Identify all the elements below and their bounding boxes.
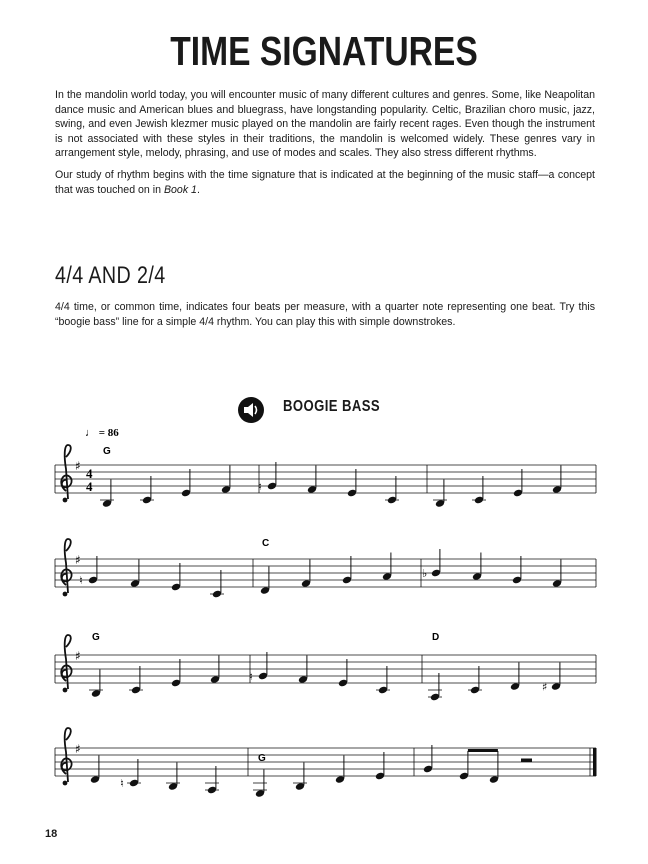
key-signature-sharp: ♯ <box>75 459 81 473</box>
quarter-note <box>512 556 522 584</box>
quarter-note <box>129 666 143 694</box>
time-signature-bottom: 4 <box>86 479 93 494</box>
chord-symbol: G <box>103 446 111 457</box>
quarter-note <box>338 659 348 687</box>
page-number: 18 <box>45 828 58 840</box>
chord-symbol: C <box>262 538 270 549</box>
quarter-note <box>90 756 100 784</box>
quarter-note <box>301 560 311 588</box>
notes-system-4 <box>90 745 532 798</box>
quarter-note <box>205 766 219 794</box>
book-reference: Book 1 <box>163 183 197 196</box>
chord-symbol: G <box>258 753 266 764</box>
quarter-note <box>260 567 270 595</box>
quarter-note <box>472 553 482 581</box>
rhythm-paragraph-end: . <box>196 183 200 196</box>
eighth-note-pair <box>459 749 499 784</box>
quarter-note <box>542 663 561 694</box>
quarter-note <box>422 549 441 580</box>
quarter-note <box>171 563 181 591</box>
song-title: BOOGIE BASS <box>283 398 381 415</box>
quarter-note <box>423 745 433 773</box>
quarter-note <box>258 462 277 493</box>
quarter-note <box>472 476 486 504</box>
quarter-note <box>210 570 224 598</box>
rhythm-paragraph-text: Our study of rhythm begins with the time signature that is indicated at the beginning of the music staff—a concept that was touched on in <box>55 169 595 196</box>
quarter-note <box>428 673 442 701</box>
svg-text:♯: ♯ <box>542 680 548 694</box>
quarter-note <box>335 756 345 784</box>
quarter-note <box>293 763 307 791</box>
quarter-note <box>249 652 268 683</box>
quarter-note <box>347 469 357 497</box>
svg-text:♮: ♮ <box>120 777 124 790</box>
notes-system-2 <box>79 549 562 598</box>
key-signature-sharp: ♯ <box>75 649 81 663</box>
chord-symbol: G <box>92 632 100 643</box>
notes-system-1 <box>100 462 562 508</box>
chord-symbol: D <box>432 632 440 643</box>
notes-system-3 <box>89 652 561 701</box>
intro-paragraph: In the mandolin world today, you will encounter music of many different cultures and genres. Some, like Neapolitan dance music and American blues and bluegrass, have longstanding popularity. Celtic, Brazilian choro music, jazz, swing, and even Jewish klezmer music played on the mandolin are fairly recent rages. Even though the instrument is not associated with these styles in their traditions, the mandolin is welcomed widely. These genres vary in arrangement style, melody, phrasing, and use of modes and scales. They also stress different rhythms. <box>55 89 595 160</box>
staff-system <box>55 748 596 776</box>
quarter-note <box>166 763 180 791</box>
quarter-note <box>510 663 520 691</box>
quarter-note <box>385 476 399 504</box>
staff-system <box>55 655 596 683</box>
section-paragraph: 4/4 time, or common time, indicates four beats per measure, with a quarter note representing one beat. Try this “boogie bass” line for a simple 4/4 rhythm. You can play this with simple downstrokes. <box>55 301 595 328</box>
svg-text:♮: ♮ <box>258 480 262 493</box>
quarter-note <box>342 556 352 584</box>
quarter-note <box>433 480 447 508</box>
quarter-note <box>298 656 308 684</box>
half-rest <box>521 759 532 763</box>
quarter-note <box>79 556 98 587</box>
treble-clef-icon <box>61 728 71 785</box>
quarter-note <box>171 659 181 687</box>
quarter-note <box>552 560 562 588</box>
treble-clef-icon <box>61 539 71 596</box>
quarter-note <box>89 670 103 698</box>
quarter-note <box>513 469 523 497</box>
quarter-note <box>181 469 191 497</box>
svg-text:♮: ♮ <box>79 574 83 587</box>
quarter-note <box>140 476 154 504</box>
quarter-note <box>100 480 114 508</box>
key-signature-sharp: ♯ <box>75 742 81 756</box>
treble-clef-icon <box>61 635 71 692</box>
section-heading: 4/4 AND 2/4 <box>55 262 166 289</box>
svg-text:♮: ♮ <box>249 670 253 683</box>
quarter-note <box>210 656 220 684</box>
treble-clef-icon <box>61 445 71 502</box>
quarter-note <box>382 553 392 581</box>
quarter-note <box>253 770 267 798</box>
final-barline <box>593 748 597 776</box>
quarter-note <box>376 666 390 694</box>
quarter-note <box>120 759 141 790</box>
tempo-marking: ♩ = 86 <box>85 427 119 439</box>
svg-text:♭: ♭ <box>422 567 428 580</box>
page-title: TIME SIGNATURES <box>170 28 478 74</box>
quarter-note <box>375 752 385 780</box>
quarter-note <box>221 466 231 494</box>
staff-system <box>55 465 596 493</box>
key-signature-sharp: ♯ <box>75 553 81 567</box>
time-signature-top: 4 <box>86 466 93 481</box>
quarter-note <box>468 666 482 694</box>
quarter-note <box>307 466 317 494</box>
quarter-note <box>552 466 562 494</box>
quarter-note <box>130 560 140 588</box>
